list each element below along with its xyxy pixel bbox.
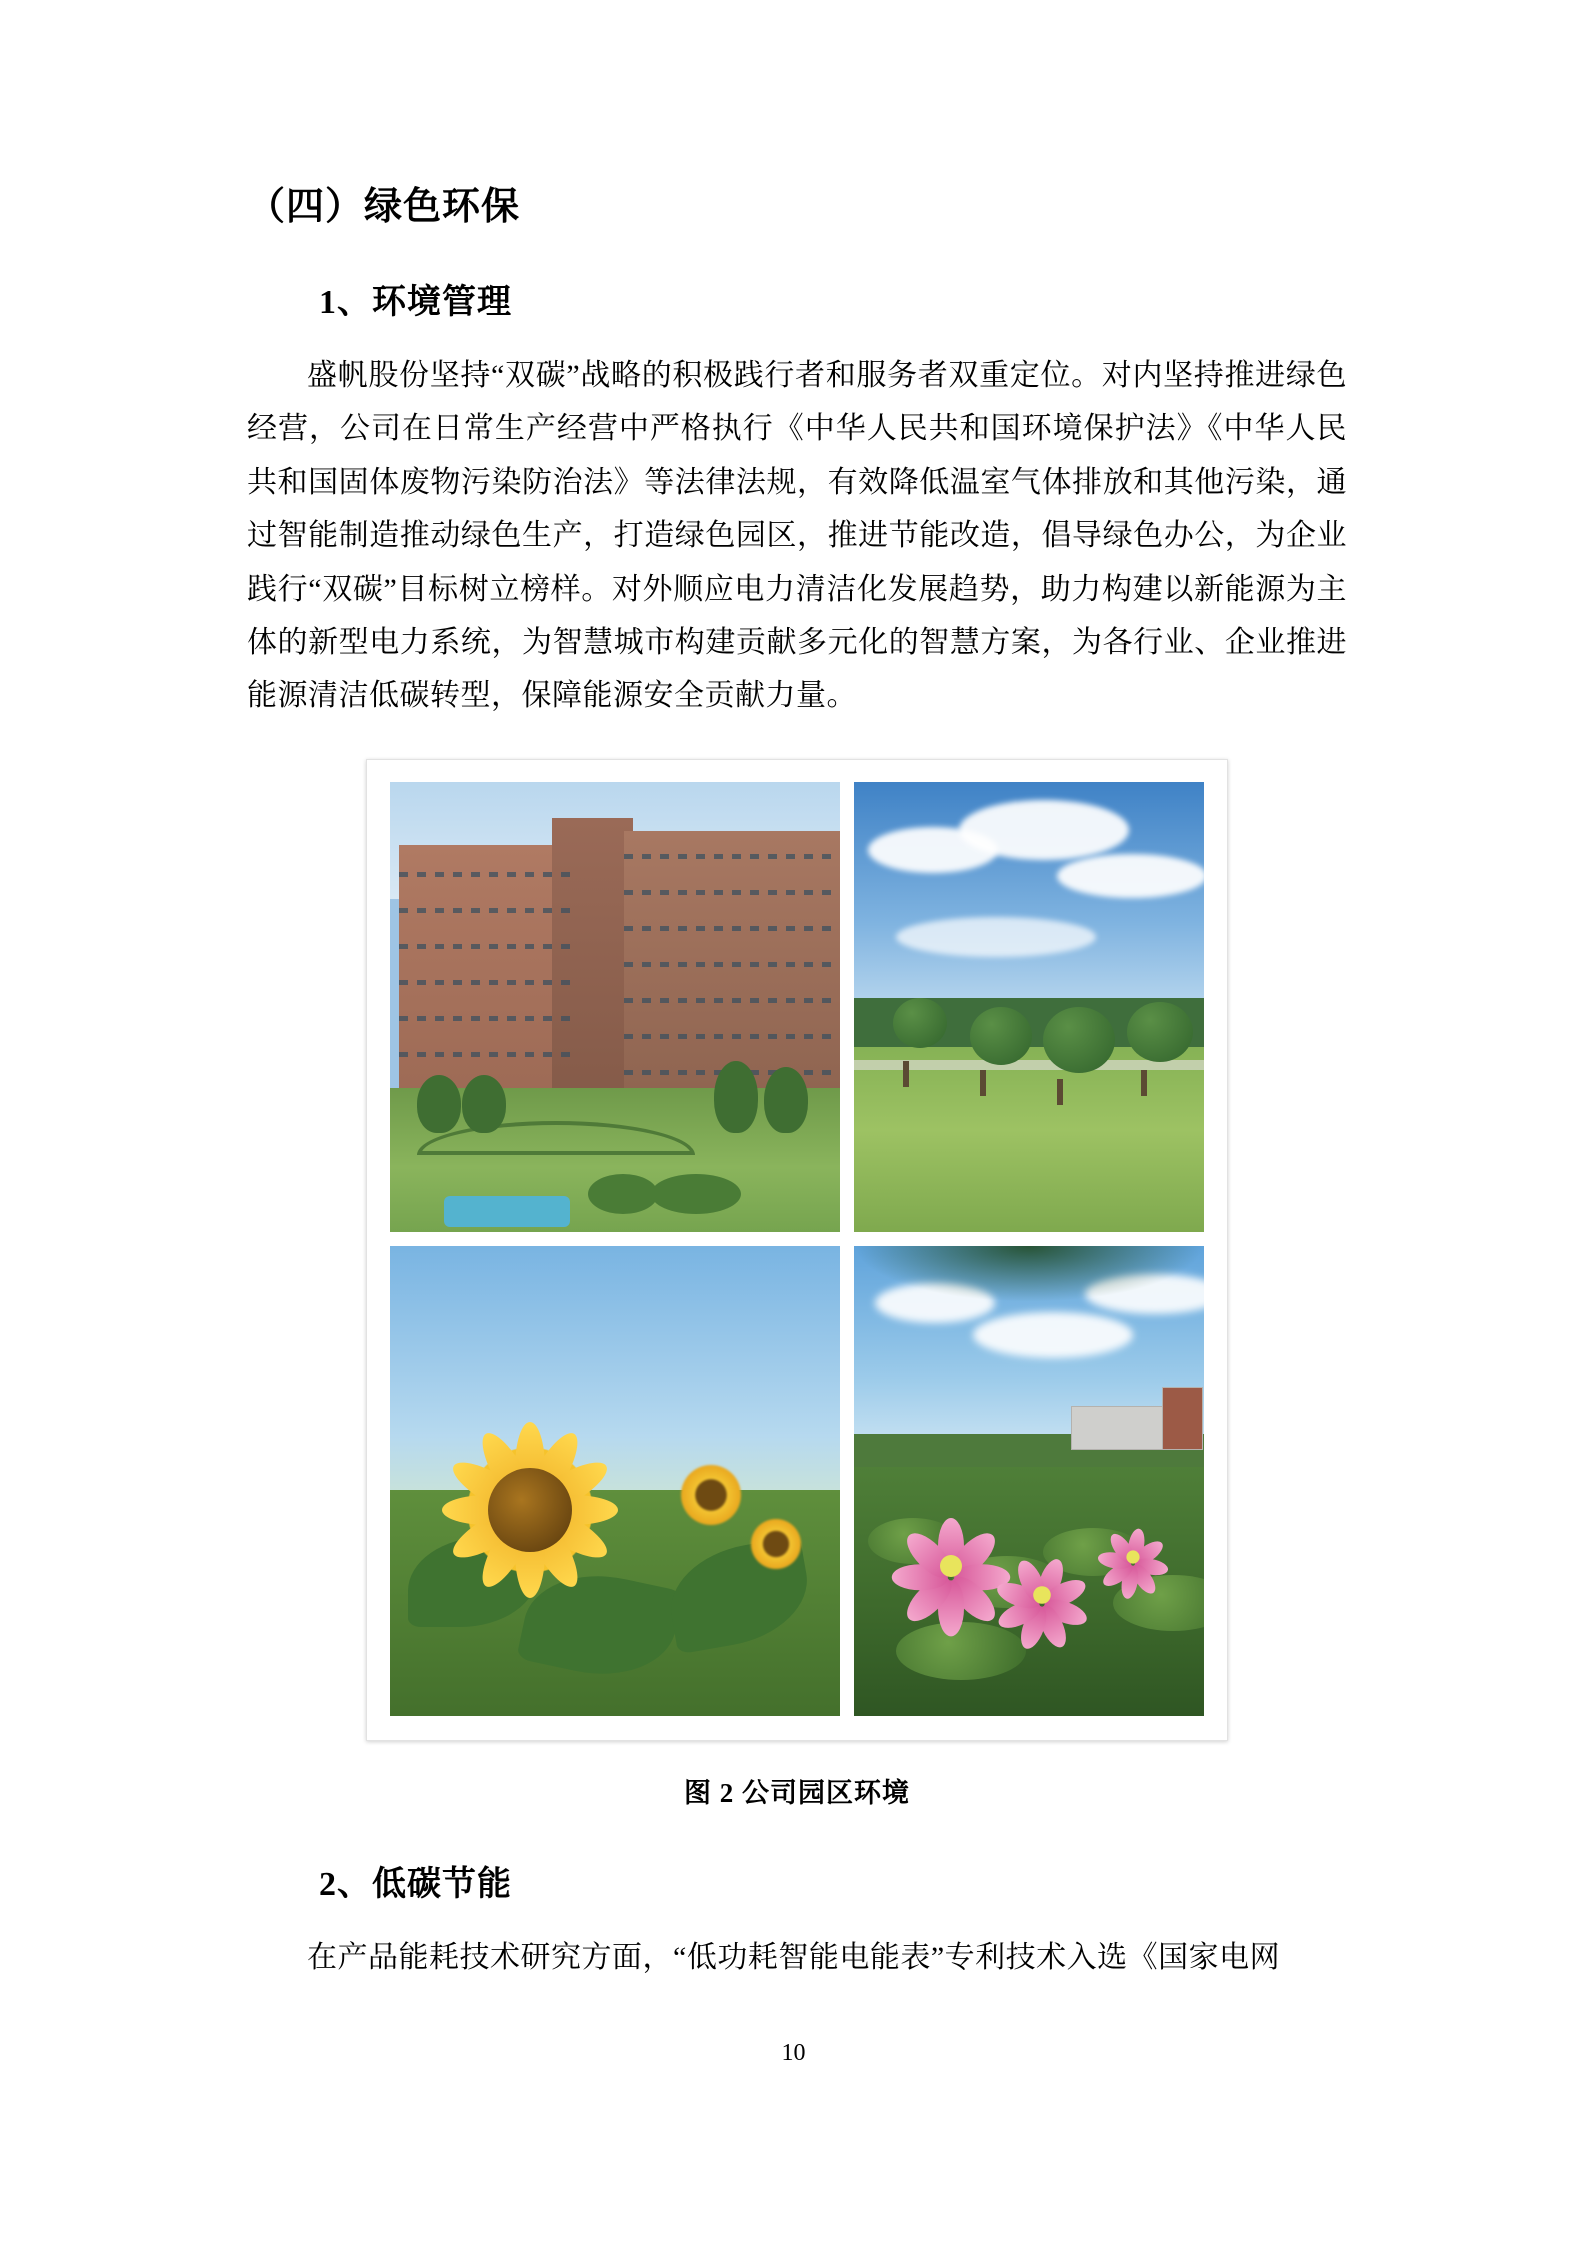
section-heading: （四）绿色环保 — [247, 186, 521, 228]
campus-buildings-photo — [390, 782, 840, 1232]
subsection-heading-1: 1、环境管理 — [319, 284, 512, 321]
paragraph-environment-management: 盛帆股份坚持“双碳”战略的积极践行者和服务者双重定位。对内坚持推进绿色经营，公司在日常生产经营中严格执行《中华人民共和国环境保护法》《中华人民共和国固体废物污染防治法》等法律法规，有效降低温室气体排放和其他污染，通过智能制造推动绿色生产，打造绿色园区，推进节能改造，倡导绿色办公，为企业践行“双碳”目标树立榜样。对外顺应电力清洁化发展趋势，助力构建以新能源为主体的新型电力系统，为智慧城市构建贡献多元化的智慧方案，为各行业、企业推进能源清洁低碳转型，保障能源安全贡献力量。 — [247, 359, 1347, 713]
page-number: 10 — [781, 2040, 806, 2066]
figure-company-park-environment — [247, 759, 1347, 1810]
photo-collage-frame — [366, 759, 1228, 1741]
lotus-pond-photo — [854, 1246, 1204, 1716]
photo-grid — [387, 782, 1207, 1716]
sunflower-field-photo — [390, 1246, 840, 1716]
page-content — [247, 175, 1347, 1984]
subsection-heading-2: 2、低碳节能 — [319, 1865, 512, 1903]
park-lawn-trees-photo — [854, 782, 1204, 1232]
paragraph-low-carbon: 在产品能耗技术研究方面，“低功耗智能电能表”专利技术入选《国家电网 — [307, 1940, 1281, 1974]
figure-caption: 图 2 公司园区环境 — [684, 1777, 910, 1808]
